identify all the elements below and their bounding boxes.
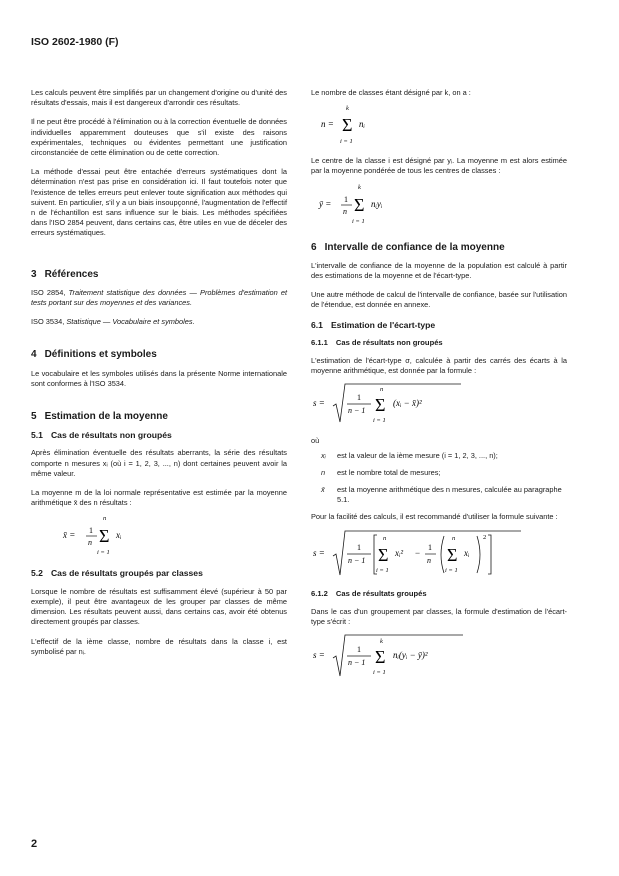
section-number: 5.2 — [31, 568, 43, 579]
sum-lower-limit: i = 1 — [373, 669, 386, 677]
definition-symbol: xᵢ — [321, 450, 326, 460]
formula-lhs: s = — [313, 650, 325, 661]
section-6-heading — [311, 243, 567, 253]
section-6-1-1-heading — [311, 338, 567, 348]
sum-sign: Σ — [447, 544, 458, 565]
left-parenthesis — [441, 536, 444, 573]
formula-numerator: 1 — [357, 542, 361, 552]
right-bracket — [488, 535, 491, 574]
formula-class-count — [311, 102, 567, 146]
sum-sign: Σ — [375, 395, 386, 416]
formula-numerator: 1 — [344, 194, 348, 204]
paragraph-range-method: Une autre méthode de calcul de l'intervalle de confiance, basée sur l'utilisation de l'étendue, est donnée en annexe. — [311, 290, 567, 310]
sum-lower-limit: i = 1 — [445, 566, 458, 574]
formula-term: nᵢyᵢ — [371, 198, 383, 209]
paragraph-confidence-interval: L'intervalle de confiance de la moyenne de la population est calculé à partir des estimations de la moyenne et de l'écart-type. — [311, 260, 567, 281]
formula-weighted-mean — [311, 181, 567, 227]
right-parenthesis — [477, 536, 480, 573]
sum-lower-limit: i = 1 — [352, 217, 365, 225]
minus-sign: − — [415, 547, 421, 558]
page-header: ISO 2602-1980 (F) — [31, 36, 119, 48]
formula-arithmetic-mean — [31, 512, 287, 558]
section-5-heading — [31, 412, 287, 422]
formula-numerator: 1 — [89, 526, 93, 536]
formula-numerator: 1 — [357, 645, 361, 655]
section-title: Intervalle de confiance de la moyenne — [324, 241, 505, 253]
sum-upper-limit: k — [358, 183, 361, 191]
sum-sign: Σ — [342, 115, 353, 136]
definition-n — [311, 468, 567, 478]
formula-denominator: n − 1 — [348, 555, 366, 565]
sum-upper-limit: k — [346, 105, 349, 113]
reference-iso-2854 — [31, 288, 287, 308]
formula-term: xᵢ — [464, 547, 470, 558]
sum-upper-limit: k — [380, 638, 383, 646]
section-6-1-2-heading — [311, 589, 567, 599]
section-4-heading — [31, 350, 287, 360]
definition-symbol: n — [321, 467, 326, 477]
section-3-heading — [31, 270, 287, 280]
formula-denominator: n − 1 — [348, 406, 366, 416]
paragraph-measurements: Après élimination éventuelle des résultats aberrants, la série des résultats comporte n mesures xᵢ (où i = 1, 2, 3, ..., n) dont certaines peuvent avoir la même valeur. — [31, 448, 287, 478]
section-number: 6.1.1 — [311, 337, 328, 347]
paragraph-std-estimate: L'estimation de l'écart-type σ, calculée à partir des carrés des écarts à la moyenne arithmétique, est donnée par la formule : — [311, 356, 567, 376]
formula-denominator: n — [88, 538, 92, 548]
section-title: Cas de résultats groupés par classes — [50, 568, 203, 579]
sum-lower-limit: i = 1 — [376, 566, 389, 574]
sum-upper-limit: n — [103, 515, 107, 523]
reference-title: Traitement statistique des données — Problèmes d'estimation et tests portant sur des moyennes et des variances. — [31, 287, 288, 308]
exponent: 2 — [483, 533, 487, 541]
paragraph-class-centre: Le centre de la classe i est désigné par yᵢ. La moyenne m est alors estimée par la moyenne pondérée de tous les centres de classes : — [311, 156, 567, 176]
section-title: Références — [44, 268, 99, 280]
formula-lhs: ȳ = — [319, 198, 332, 209]
paragraph-mean-estimate: La moyenne m de la loi normale représentative est estimée par la moyenne arithmétique x̄ des n résultats : — [31, 488, 287, 508]
formula-lhs: n = — [321, 119, 334, 130]
sum-upper-limit: n — [380, 386, 384, 394]
section-5-1-heading — [31, 430, 287, 440]
formula-numerator: 1 — [357, 393, 361, 403]
paragraph-elimination: Il ne peut être procédé à l'élimination ou à la correction éventuelle de données individuelles apparemment douteuses que s'il existe des raisons expérimentales, techniques ou évidentes permettant une justification circonstanciée de cette élimination ou de cette correction. — [31, 117, 287, 158]
formula-grouped-std — [311, 631, 567, 679]
section-5-2-heading — [31, 568, 287, 578]
definition-symbol: x̄ — [321, 485, 325, 495]
section-number: 5 — [31, 411, 37, 423]
square-root-sign — [333, 531, 521, 575]
sum-sign: Σ — [375, 647, 386, 668]
formula-standard-deviation — [311, 380, 567, 426]
definition-text: est le nombre total de mesures; — [337, 467, 441, 477]
formula-term: nᵢ — [359, 119, 365, 130]
right-column — [311, 88, 567, 689]
paragraph-number-of-classes: Le nombre de classes étant désigné par k, on a : — [311, 88, 471, 97]
reference-iso-3534 — [31, 317, 287, 327]
page-number: 2 — [31, 838, 38, 850]
paragraph-vocabulary: Le vocabulaire et les symboles utilisés dans la présente Norme internationale sont conformes à l'ISO 3534. — [31, 368, 287, 388]
paragraph-grouping: Lorsque le nombre de résultats est suffisamment élevé (supérieur à 50 par exemple), il peut être avantageux de les grouper par classes de même dimension. Les résultats peuvent aussi, dans certains cas, avoir été obtenus directement groupés par classes. — [31, 586, 287, 627]
formula-denominator: n — [343, 206, 347, 216]
definition-text: est la valeur de la ième mesure (i = 1, 2, 3, ..., n); — [337, 450, 498, 460]
formula-lhs: x̄ = — [63, 530, 76, 541]
section-number: 6.1.2 — [311, 588, 328, 598]
section-number: 3 — [31, 268, 37, 280]
sum-upper-limit: n — [383, 534, 387, 542]
formula-term: xᵢ² — [395, 547, 404, 558]
definition-xi — [311, 451, 567, 461]
formula-term: xᵢ — [116, 530, 122, 541]
sum-lower-limit: i = 1 — [373, 417, 386, 425]
reference-id: ISO 2854, — [31, 287, 66, 297]
word-where: où — [311, 436, 320, 446]
sum-sign: Σ — [354, 194, 365, 215]
formula-computational-std — [311, 527, 567, 579]
section-title: Cas de résultats groupés — [335, 588, 427, 598]
formula-denominator: n — [427, 555, 431, 565]
section-number: 6 — [311, 241, 317, 253]
reference-title: Statistique — Vocabulaire et symboles. — [66, 317, 195, 327]
section-title: Définitions et symboles — [44, 349, 157, 361]
section-title: Estimation de l'écart-type — [330, 319, 436, 330]
section-title: Estimation de la moyenne — [44, 411, 168, 423]
reference-id: ISO 3534, — [31, 317, 65, 327]
section-6-1-heading — [311, 320, 567, 330]
sum-sign: Σ — [99, 526, 110, 547]
formula-numerator: 1 — [428, 542, 432, 552]
definition-xbar — [311, 485, 567, 505]
sum-upper-limit: n — [452, 534, 456, 542]
paragraph-class-size: L'effectif de la ième classe, nombre de résultats dans la classe i, est symbolisé par nᵢ. — [31, 636, 287, 656]
section-title: Cas de résultats non groupés — [50, 430, 172, 441]
section-number: 6.1 — [311, 319, 323, 330]
paragraph-calc-formula: Pour la facilité des calculs, il est recommandé d'utiliser la formule suivante : — [311, 512, 558, 522]
section-number: 4 — [31, 349, 37, 361]
formula-lhs: s = — [313, 398, 325, 409]
sum-lower-limit: i = 1 — [340, 138, 353, 146]
definition-text: est la moyenne arithmétique des n mesures, calculée au paragraphe 5.1. — [337, 485, 562, 505]
formula-term: nᵢ(yᵢ − ȳ)² — [393, 650, 428, 661]
paragraph-systematic-errors: La méthode d'essai peut être entachée d'erreurs systématiques dont la détermination n'est pas prise en considération ici. Il faut toutefois noter que l'existence de telles erreurs peut enlever toute signification aux méthodes qui suivent. En particulier, s'il y a un biais insoupçonné, l'augmentation de l'effectif n de l'échantillon est sans influence sur le biais. Les méthodes spécifiées dans l'ISO 2854 peuvent, dans certains cas, être utiles en vue de déceler des erreurs systématiques. — [31, 167, 287, 238]
formula-denominator: n − 1 — [348, 658, 366, 668]
formula-term: (xᵢ − x̄)² — [393, 398, 422, 409]
paragraph-rounding: Les calculs peuvent être simplifiés par un changement d'origine ou d'unité des résultats d'essais, mais il est dangereux d'arrondir ces résultats. — [31, 88, 287, 108]
section-number: 5.1 — [31, 430, 43, 441]
sum-lower-limit: i = 1 — [97, 549, 110, 557]
left-column — [31, 88, 287, 666]
formula-lhs: s = — [313, 547, 325, 558]
paragraph-grouped-std: Dans le cas d'un groupement par classes, la formule d'estimation de l'écart-type s'écrit : — [311, 606, 567, 627]
section-title: Cas de résultats non groupés — [335, 337, 443, 347]
sum-sign: Σ — [378, 544, 389, 565]
